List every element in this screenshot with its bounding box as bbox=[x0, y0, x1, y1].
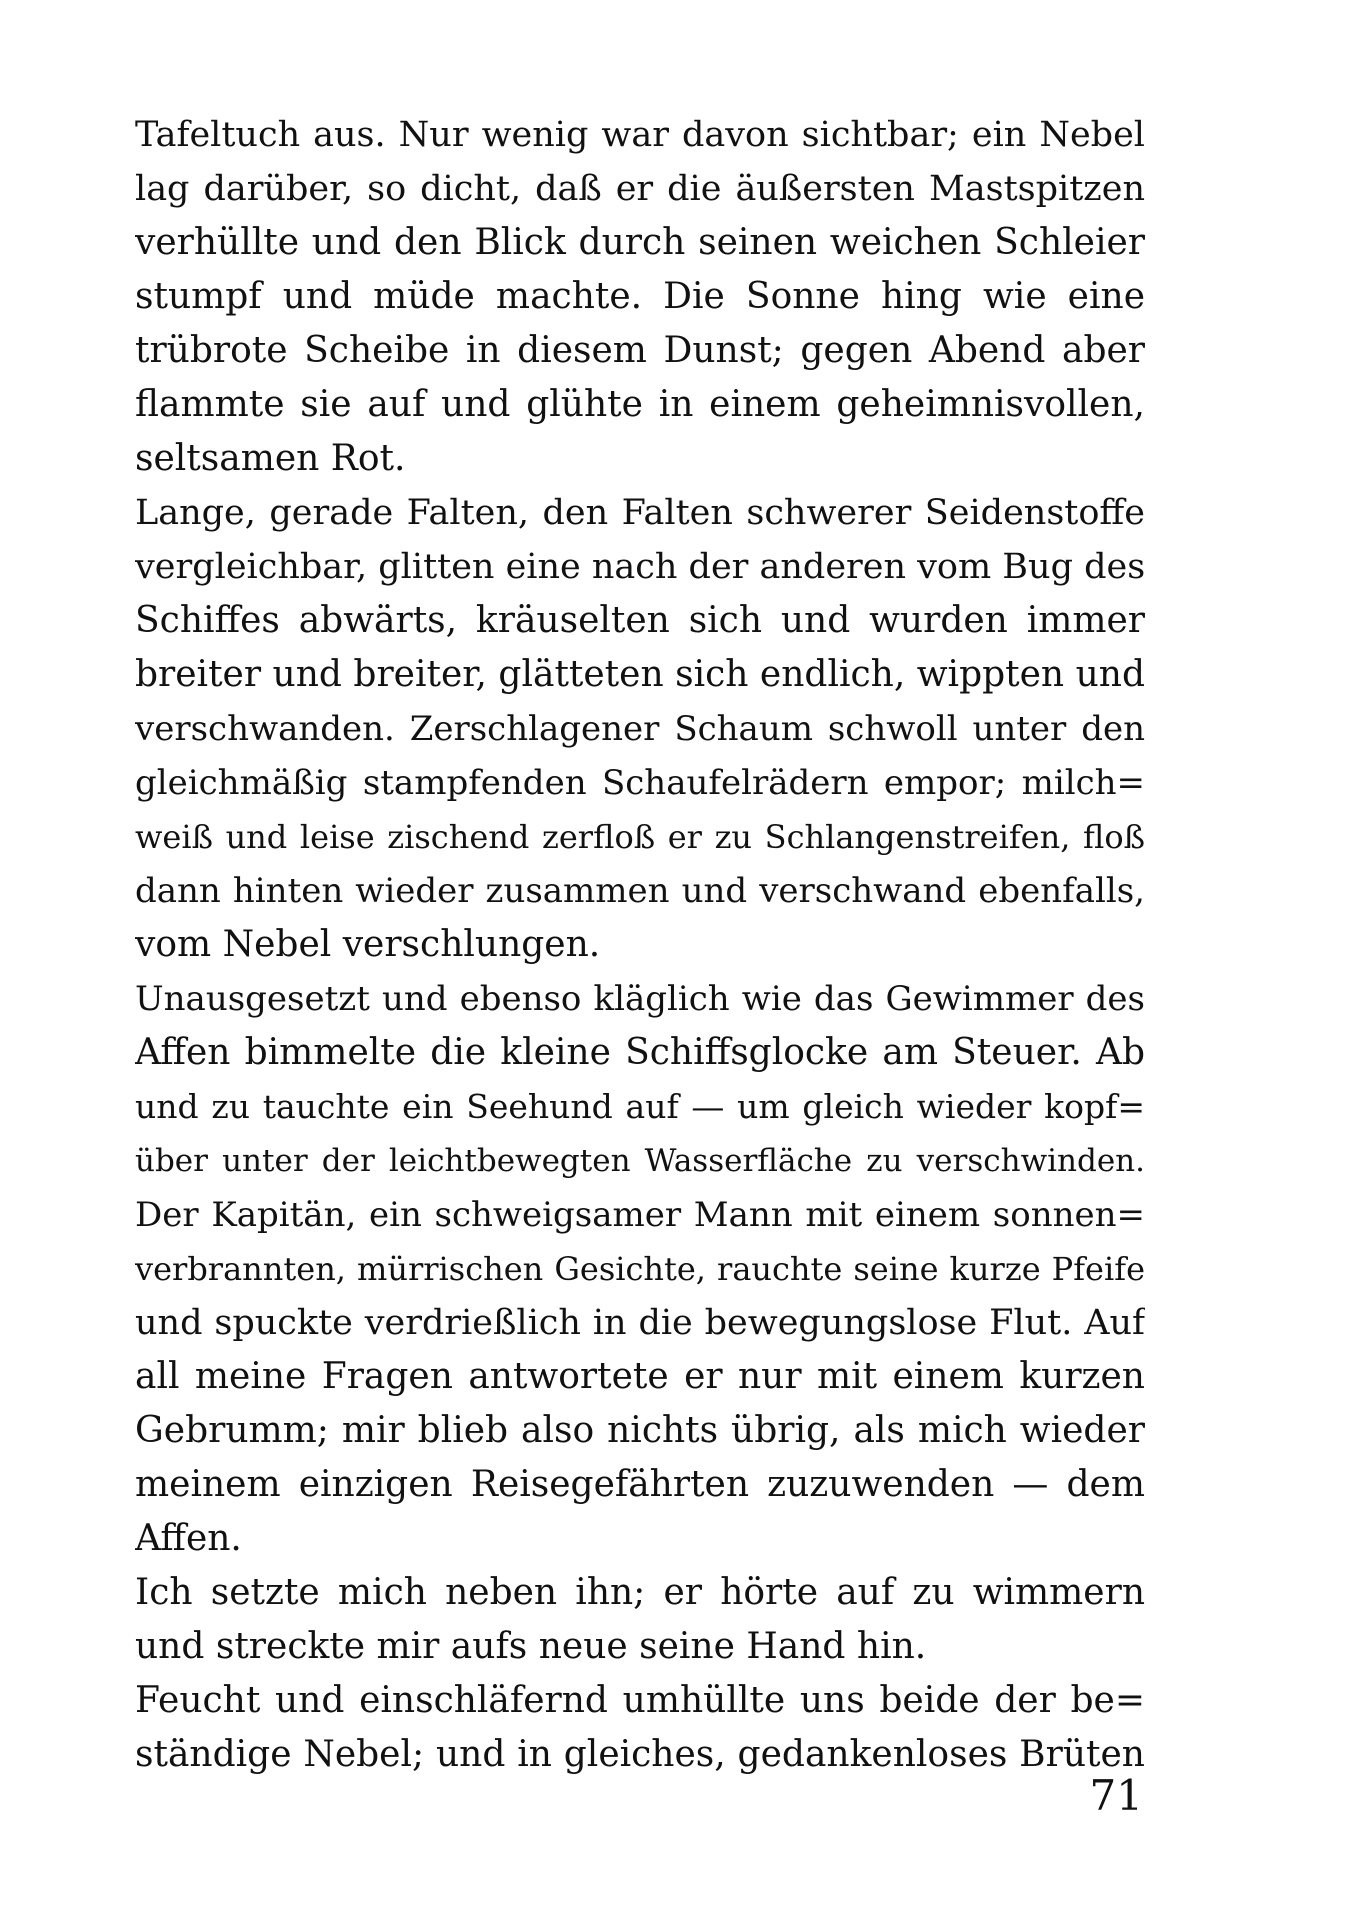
text-line: vom Nebel verschlungen. bbox=[135, 924, 601, 965]
text-line: und spuckte verdrießlich in die bewegungslose Flut. Auf bbox=[135, 1303, 1145, 1343]
text-line: Der Kapitän, ein schweigsamer Mann mit einem sonnen= bbox=[135, 1195, 1145, 1235]
text-line: ständige Nebel; und in gleiches, gedankenloses Brüten bbox=[135, 1734, 1145, 1775]
text-line: und zu tauchte ein Seehund auf — um gleich wieder kopf= bbox=[135, 1087, 1145, 1126]
text-line: breiter und breiter, glätteten sich endlich, wippten und bbox=[135, 654, 1145, 695]
text-line: dann hinten wieder zusammen und verschwand ebenfalls, bbox=[135, 871, 1145, 911]
text-line: weiß und leise zischend zerfloß er zu Schlangenstreifen, floß bbox=[135, 818, 1145, 856]
text-line: verbrannten, mürrischen Gesichte, rauchte seine kurze Pfeife bbox=[135, 1250, 1145, 1288]
body-text bbox=[135, 108, 1145, 1782]
text-line: meinem einzigen Reisegefährten zuzuwenden — dem bbox=[135, 1464, 1145, 1505]
text-line: trübrote Scheibe in diesem Dunst; gegen Abend aber bbox=[135, 330, 1145, 371]
text-line: verschwanden. Zerschlagener Schaum schwoll unter den bbox=[135, 709, 1145, 749]
text-line: Lange, gerade Falten, den Falten schwerer Seidenstoffe bbox=[135, 493, 1145, 533]
text-line: seltsamen Rot. bbox=[135, 438, 406, 479]
text-line: lag darüber, so dicht, daß er die äußersten Mastspitzen bbox=[135, 169, 1145, 209]
text-line: Feucht und einschläfernd umhüllte uns beide der be= bbox=[135, 1680, 1145, 1721]
page-number: 71 bbox=[1089, 1771, 1143, 1820]
text-line: stumpf und müde machte. Die Sonne hing wie eine bbox=[135, 276, 1145, 317]
text-line: flammte sie auf und glühte in einem geheimnisvollen, bbox=[135, 384, 1145, 425]
text-line: und streckte mir aufs neue seine Hand hin. bbox=[135, 1626, 927, 1667]
text-line: Tafeltuch aus. Nur wenig war davon sichtbar; ein Nebel bbox=[135, 115, 1145, 155]
text-line: über unter der leichtbewegten Wasserfläche zu verschwinden. bbox=[135, 1143, 1145, 1179]
text-line: all meine Fragen antwortete er nur mit einem kurzen bbox=[135, 1356, 1145, 1397]
text-line: Gebrumm; mir blieb also nichts übrig, als mich wieder bbox=[135, 1410, 1145, 1451]
text-line: Schiffes abwärts, kräuselten sich und wurden immer bbox=[135, 600, 1145, 641]
text-line: verhüllte und den Blick durch seinen weichen Schleier bbox=[135, 222, 1145, 263]
text-line: vergleichbar, glitten eine nach der anderen vom Bug des bbox=[135, 547, 1145, 587]
text-line: Affen. bbox=[135, 1518, 242, 1559]
text-line: Unausgesetzt und ebenso kläglich wie das Gewimmer des bbox=[135, 979, 1145, 1019]
text-line: gleichmäßig stampfenden Schaufelrädern empor; milch= bbox=[135, 763, 1145, 803]
text-line: Ich setzte mich neben ihn; er hörte auf zu wimmern bbox=[135, 1572, 1145, 1613]
text-line: Affen bimmelte die kleine Schiffsglocke am Steuer. Ab bbox=[135, 1032, 1145, 1073]
